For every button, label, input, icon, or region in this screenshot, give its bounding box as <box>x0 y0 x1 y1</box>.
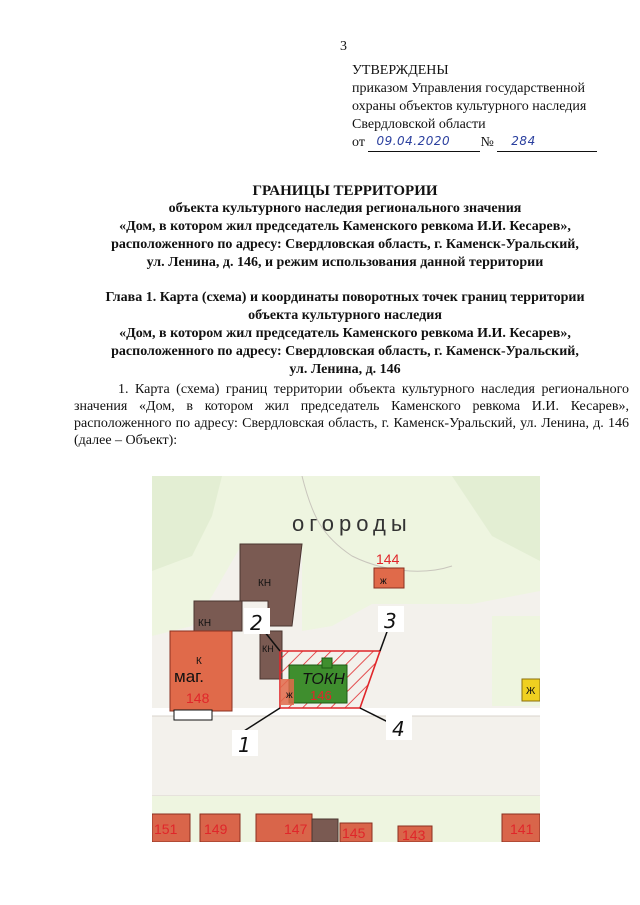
kn-label-small: КН <box>198 618 212 629</box>
number-field <box>497 135 597 152</box>
house-number-148: 148 <box>186 690 210 706</box>
title-line: ул. Ленина, д. 146, и режим использования данной территории <box>146 255 544 270</box>
document-title <box>60 182 630 272</box>
kn-label-side: КН <box>262 644 274 654</box>
kn-label: КН <box>258 578 272 589</box>
house-number-145: 145 <box>342 825 366 841</box>
approval-line: приказом Управления государственной <box>352 81 586 96</box>
title-line: объекта культурного наследия регионального значения <box>168 201 522 216</box>
chapter-line: Глава 1. Карта (схема) и координаты поворотных точек границ территории <box>105 290 585 305</box>
street <box>152 716 540 796</box>
territory-map <box>152 476 540 842</box>
handwritten-date: 09.04.2020 <box>376 134 451 148</box>
house-number-143: 143 <box>402 827 426 842</box>
date-field <box>368 135 480 152</box>
approval-line: охраны объектов культурного наследия <box>352 99 587 114</box>
from-label: от <box>352 135 365 150</box>
residential-label-146: ж <box>286 690 293 701</box>
paragraph-1: 1. Карта (схема) границ территории объекта культурного наследия регионального значения «Дом, в котором жил председатель Каменского ревкома И.И. Кесарев», расположенного по адресу: Свердловская область, г. Каменск-Уральский, ул. Ленина, д. 146 (далее – Объект): <box>74 382 629 448</box>
residential-label-yellow: Ж <box>526 686 536 697</box>
shop-k-label: К <box>196 656 202 667</box>
residential-building-144 <box>374 568 404 588</box>
residential-label: ж <box>380 576 387 587</box>
approval-title: УТВЕРЖДЕНЫ <box>352 63 449 78</box>
point-4-label: 4 <box>392 717 405 741</box>
gardens-label: огороды <box>292 511 412 536</box>
number-label: № <box>480 135 494 150</box>
title-heading: ГРАНИЦЫ ТЕРРИТОРИИ <box>252 183 438 199</box>
chapter-line: объекта культурного наследия <box>248 308 442 323</box>
chapter-line: «Дом, в котором жил председатель Каменского ревкома И.И. Кесарев», <box>119 326 571 341</box>
approval-block <box>352 62 632 152</box>
monument-porch <box>322 658 332 668</box>
entrance-marker <box>174 710 212 720</box>
chapter-heading <box>60 289 630 379</box>
point-2-label: 2 <box>250 611 263 635</box>
house-number-141: 141 <box>510 821 534 837</box>
approval-line: Свердловской области <box>352 117 486 132</box>
tokn-label: ТОКН <box>302 671 345 688</box>
house-number-147: 147 <box>284 821 308 837</box>
house-number-149: 149 <box>204 821 228 837</box>
house-number-144: 144 <box>376 551 400 567</box>
chapter-line: ул. Ленина, д. 146 <box>289 362 401 377</box>
page-number: 3 <box>340 39 347 54</box>
house-number-146: 146 <box>310 688 332 703</box>
title-line: расположенного по адресу: Свердловская область, г. Каменск-Уральский, <box>111 237 579 252</box>
point-3-label: 3 <box>384 609 397 633</box>
point-1-label: 1 <box>238 733 251 757</box>
handwritten-number: 284 <box>511 134 536 148</box>
house-number-151: 151 <box>154 821 178 837</box>
title-line: «Дом, в котором жил председатель Каменского ревкома И.И. Кесарев», <box>119 219 571 234</box>
shop-label: маг. <box>174 667 204 686</box>
non-residential-building-side <box>260 631 282 679</box>
house-147-annex <box>312 819 338 842</box>
chapter-line: расположенного по адресу: Свердловская область, г. Каменск-Уральский, <box>111 344 579 359</box>
approval-date-line <box>352 134 632 152</box>
